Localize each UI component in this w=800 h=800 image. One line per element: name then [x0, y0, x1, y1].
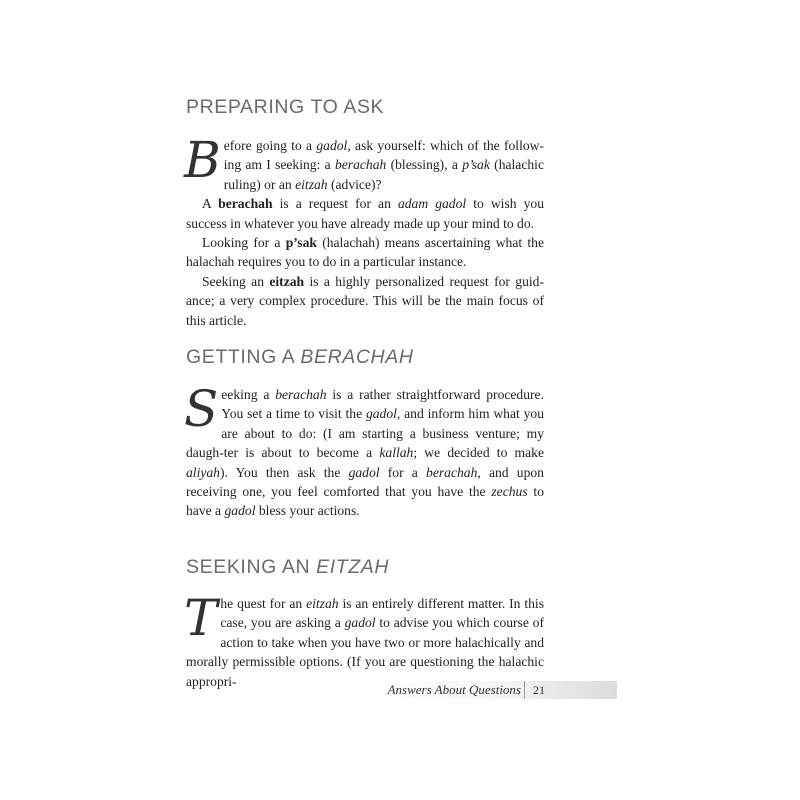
body-paragraph: Seeking an eitzah is a highly personalized request for guid-ance; a very complex procedure. This will be the main focus of this article.: [186, 273, 544, 328]
running-footer-title: Answers About Questions: [387, 682, 521, 697]
section-heading-preparing: PREPARING TO ASK: [186, 96, 385, 118]
section-preparing-to-ask: [184, 131, 545, 330]
opening-paragraph: Before going to a gadol, ask yourself: which of the follow-ing am I seeking: a berachah (blessing), a p’sak (halachic ruling) or an eitzah (advice)?: [184, 131, 544, 192]
section-getting-berachah: [184, 380, 545, 521]
footer-divider: [524, 681, 525, 699]
section-seeking-eitzah: [184, 589, 544, 691]
opening-paragraph: The quest for an eitzah is an entirely different matter. In this case, you are asking a gadol to advise you which course of action to take when you have two or more halachically and morally permissible options. (If you are questioning the halachic appropri-: [184, 589, 544, 689]
opening-paragraph: Seeking a berachah is a rather straightforward procedure. You set a time to visit the gadol, and inform him what you are about to do: (I am starting a business venture; my daugh-ter is about to become a kallah; we decided to make aliyah). You then ask the gadol for a berachah, and upon receiving one, you feel comforted that you have the zechus to have a gadol bless your actions.: [184, 380, 545, 519]
drop-cap: T: [184, 589, 218, 647]
body-paragraph: Looking for a p’sak (halachah) means ascertaining what the halachah requires you to do in a particular instance.: [186, 235, 544, 270]
section-heading-seeking-eitzah: SEEKING AN EITZAH: [186, 556, 390, 578]
drop-cap: S: [184, 380, 219, 438]
page-number: 21: [533, 683, 545, 697]
drop-cap: B: [184, 131, 221, 189]
section-heading-getting-berachah: GETTING A BERACHAH: [186, 346, 414, 368]
body-paragraph: A berachah is a request for an adam gadol to wish you success in whatever you have already made up your mind to do.: [186, 196, 545, 231]
page-footer: [367, 681, 617, 699]
